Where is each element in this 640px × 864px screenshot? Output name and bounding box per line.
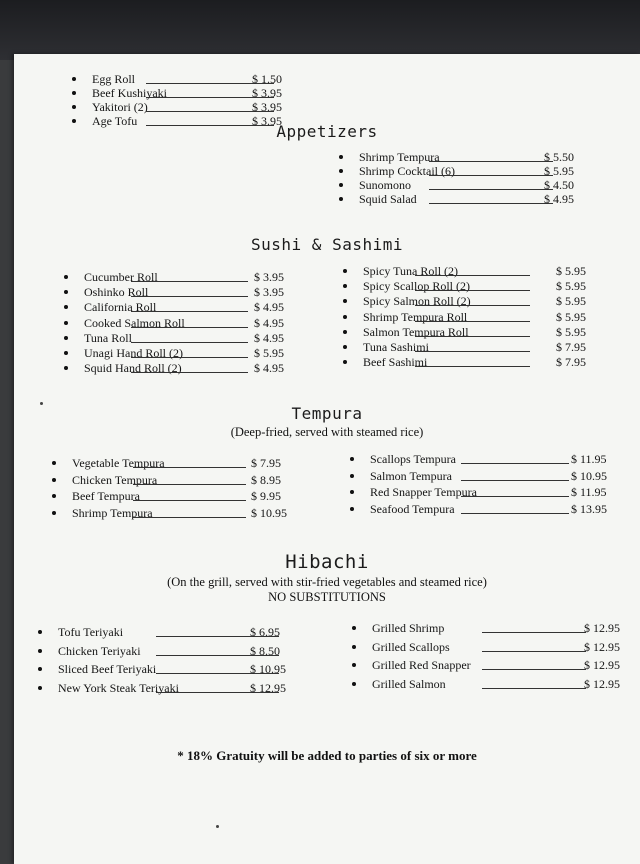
bullet-icon (64, 351, 68, 355)
menu-item-name: Yakitori (2) (92, 100, 148, 114)
menu-item-name: Spicy Scallop Roll (2) (363, 279, 470, 294)
menu-item-name: Cooked Salmon Roll (84, 315, 185, 330)
leader-line (461, 480, 569, 481)
menu-item-price: $ 5.95 (556, 279, 586, 294)
menu-item-name: Age Tofu (92, 114, 138, 128)
bullet-icon (339, 183, 343, 187)
leader-line (415, 275, 530, 276)
menu-item-name: Shrimp Tempura (72, 506, 153, 521)
menu-item-name: Chicken Teriyaki (58, 643, 141, 658)
bullet-icon (52, 494, 56, 498)
leader-line (461, 513, 569, 514)
bullet-icon (72, 119, 76, 123)
leader-line (131, 372, 248, 373)
bullet-icon (52, 461, 56, 465)
menu-item-price: $ 11.95 (571, 452, 607, 466)
menu-item-price: $ 10.95 (251, 506, 287, 521)
menu-item-price: $ 4.95 (254, 361, 284, 376)
bullet-icon (38, 667, 42, 671)
menu-item-price: $ 5.95 (544, 164, 574, 178)
section-title-appetizers: Appetizers (276, 122, 378, 141)
menu-page (14, 54, 640, 864)
bullet-icon (64, 275, 68, 279)
leader-line (429, 189, 553, 190)
leader-line (133, 517, 246, 518)
menu-item-name: Spicy Tuna Roll (2) (363, 264, 459, 278)
bullet-icon (352, 645, 356, 649)
leader-line (429, 203, 553, 204)
bullet-icon (343, 345, 347, 349)
bullet-icon (343, 299, 347, 303)
menu-item-price: $ 4.50 (544, 178, 574, 192)
bullet-icon (352, 663, 356, 667)
menu-item-name: Salmon Tempura (370, 468, 452, 483)
paper-speck (216, 825, 219, 828)
menu-item-price: $ 12.95 (584, 639, 620, 654)
menu-item-price: $ 10.95 (571, 468, 607, 483)
leader-line (131, 342, 248, 343)
menu-item-name: Grilled Scallops (372, 639, 450, 654)
menu-item-price: $ 12.95 (584, 658, 620, 672)
menu-item-name: Beef Tempura (72, 489, 140, 504)
leader-line (415, 351, 530, 352)
leader-line (133, 484, 246, 485)
bullet-icon (64, 290, 68, 294)
bullet-icon (343, 360, 347, 364)
bullet-icon (64, 321, 68, 325)
bullet-icon (38, 649, 42, 653)
menu-item-name: Vegetable Tempura (72, 456, 165, 470)
menu-item-price: $ 12.95 (584, 621, 620, 635)
menu-item-price: $ 8.50 (250, 643, 280, 658)
menu-item-price: $ 3.95 (254, 270, 284, 284)
leader-line (131, 281, 248, 282)
menu-item-name: Seafood Tempura (370, 502, 455, 517)
leader-line (131, 357, 248, 358)
leader-line (415, 321, 530, 322)
menu-item-name: Squid Hand Roll (2) (84, 361, 182, 376)
menu-item-name: Shrimp Tempura (359, 150, 440, 164)
menu-item-price: $ 13.95 (571, 502, 607, 517)
section-title-hibachi: Hibachi (285, 551, 369, 573)
menu-item-name: California Roll (84, 300, 157, 315)
menu-item-name: Sliced Beef Teriyaki (58, 662, 157, 676)
menu-item-name: Spicy Salmon Roll (2) (363, 294, 471, 309)
leader-line (133, 467, 246, 468)
menu-item-name: Shrimp Cocktail (6) (359, 164, 455, 178)
menu-item-name: Squid Salad (359, 192, 417, 206)
menu-item-price: $ 3.95 (252, 86, 282, 100)
hibachi-note: NO SUBSTITUTIONS (268, 590, 386, 604)
menu-item-price: $ 5.95 (556, 294, 586, 309)
bullet-icon (350, 474, 354, 478)
bullet-icon (352, 682, 356, 686)
menu-item-price: $ 4.95 (254, 330, 284, 345)
dark-background (0, 0, 640, 60)
gratuity-note: * 18% Gratuity will be added to parties of six or more (177, 748, 477, 763)
leader-line (415, 366, 530, 367)
menu-item-price: $ 8.95 (251, 472, 281, 487)
bullet-icon (72, 77, 76, 81)
leader-line (131, 327, 248, 328)
menu-item-price: $ 10.95 (250, 662, 286, 676)
menu-item-price: $ 6.95 (250, 625, 280, 639)
leader-line (482, 632, 586, 633)
menu-item-name: Salmon Tempura Roll (363, 324, 469, 339)
leader-line (482, 669, 586, 670)
bullet-icon (64, 336, 68, 340)
menu-item-price: $ 11.95 (571, 485, 607, 500)
bullet-icon (38, 686, 42, 690)
bullet-icon (352, 626, 356, 630)
menu-item-name: Beef Kushiyaki (92, 86, 167, 100)
menu-item-price: $ 1.50 (252, 72, 282, 86)
bullet-icon (52, 511, 56, 515)
menu-item-name: Red Snapper Tempura (370, 485, 477, 500)
menu-item-name: Scallops Tempura (370, 452, 456, 466)
menu-item-name: Tuna Roll (84, 330, 132, 345)
bullet-icon (52, 478, 56, 482)
menu-item-price: $ 9.95 (251, 489, 281, 504)
paper-speck (40, 402, 43, 405)
bullet-icon (339, 155, 343, 159)
menu-item-price: $ 3.95 (252, 100, 282, 114)
menu-item-price: $ 5.95 (556, 309, 586, 324)
hibachi-subtitle: (On the grill, served with stir-fried vegetables and steamed rice) (167, 575, 487, 589)
menu-item-name: New York Steak Teriyaki (58, 680, 179, 695)
bullet-icon (339, 169, 343, 173)
menu-item-price: $ 4.95 (254, 300, 284, 315)
menu-item-name: Tuna Sashimi (363, 339, 429, 354)
section-title-sushi: Sushi & Sashimi (251, 235, 403, 254)
bullet-icon (343, 315, 347, 319)
menu-item-price: $ 5.95 (556, 324, 586, 339)
leader-line (429, 175, 553, 176)
menu-item-price: $ 5.95 (254, 345, 284, 360)
leader-line (131, 311, 248, 312)
leader-line (461, 463, 569, 464)
menu-item-name: Grilled Shrimp (372, 621, 445, 635)
menu-item-price: $ 5.95 (556, 264, 586, 278)
leader-line (415, 305, 530, 306)
menu-item-name: Grilled Salmon (372, 676, 446, 691)
menu-item-name: Egg Roll (92, 72, 136, 86)
menu-item-price: $ 3.95 (252, 114, 282, 128)
bullet-icon (64, 305, 68, 309)
bullet-icon (343, 284, 347, 288)
bullet-icon (72, 91, 76, 95)
leader-line (482, 651, 586, 652)
menu-item-name: Shrimp Tempura Roll (363, 309, 468, 324)
bullet-icon (350, 457, 354, 461)
bullet-icon (343, 269, 347, 273)
tempura-subtitle: (Deep-fried, served with steamed rice) (230, 425, 424, 439)
leader-line (461, 496, 569, 497)
menu-item-name: Cucumber Roll (84, 270, 158, 284)
bullet-icon (350, 490, 354, 494)
menu-item-name: Chicken Tempura (72, 472, 158, 487)
bullet-icon (72, 105, 76, 109)
leader-line (133, 500, 246, 501)
menu-item-name: Sunomono (359, 178, 412, 192)
menu-item-price: $ 12.95 (584, 676, 620, 691)
bullet-icon (64, 366, 68, 370)
menu-item-price: $ 7.95 (556, 355, 586, 370)
menu-item-price: $ 5.50 (544, 150, 574, 164)
menu-item-name: Grilled Red Snapper (372, 658, 471, 672)
menu-item-name: Oshinko Roll (84, 285, 149, 300)
menu-item-name: Beef Sashimi (363, 355, 428, 370)
bullet-icon (339, 197, 343, 201)
bullet-icon (38, 630, 42, 634)
leader-line (482, 688, 586, 689)
menu-item-price: $ 7.95 (556, 339, 586, 354)
menu-item-name: Tofu Teriyaki (58, 625, 124, 639)
leader-line (429, 161, 553, 162)
bullet-icon (350, 507, 354, 511)
menu-item-price: $ 4.95 (254, 315, 284, 330)
menu-item-price: $ 4.95 (544, 192, 574, 206)
bullet-icon (343, 330, 347, 334)
leader-line (415, 290, 530, 291)
menu-item-price: $ 7.95 (251, 456, 281, 470)
section-title-tempura: Tempura (291, 404, 363, 423)
menu-item-price: $ 12.95 (250, 680, 286, 695)
leader-line (131, 296, 248, 297)
menu-item-price: $ 3.95 (254, 285, 284, 300)
leader-line (415, 336, 530, 337)
menu-item-name: Unagi Hand Roll (2) (84, 345, 183, 360)
